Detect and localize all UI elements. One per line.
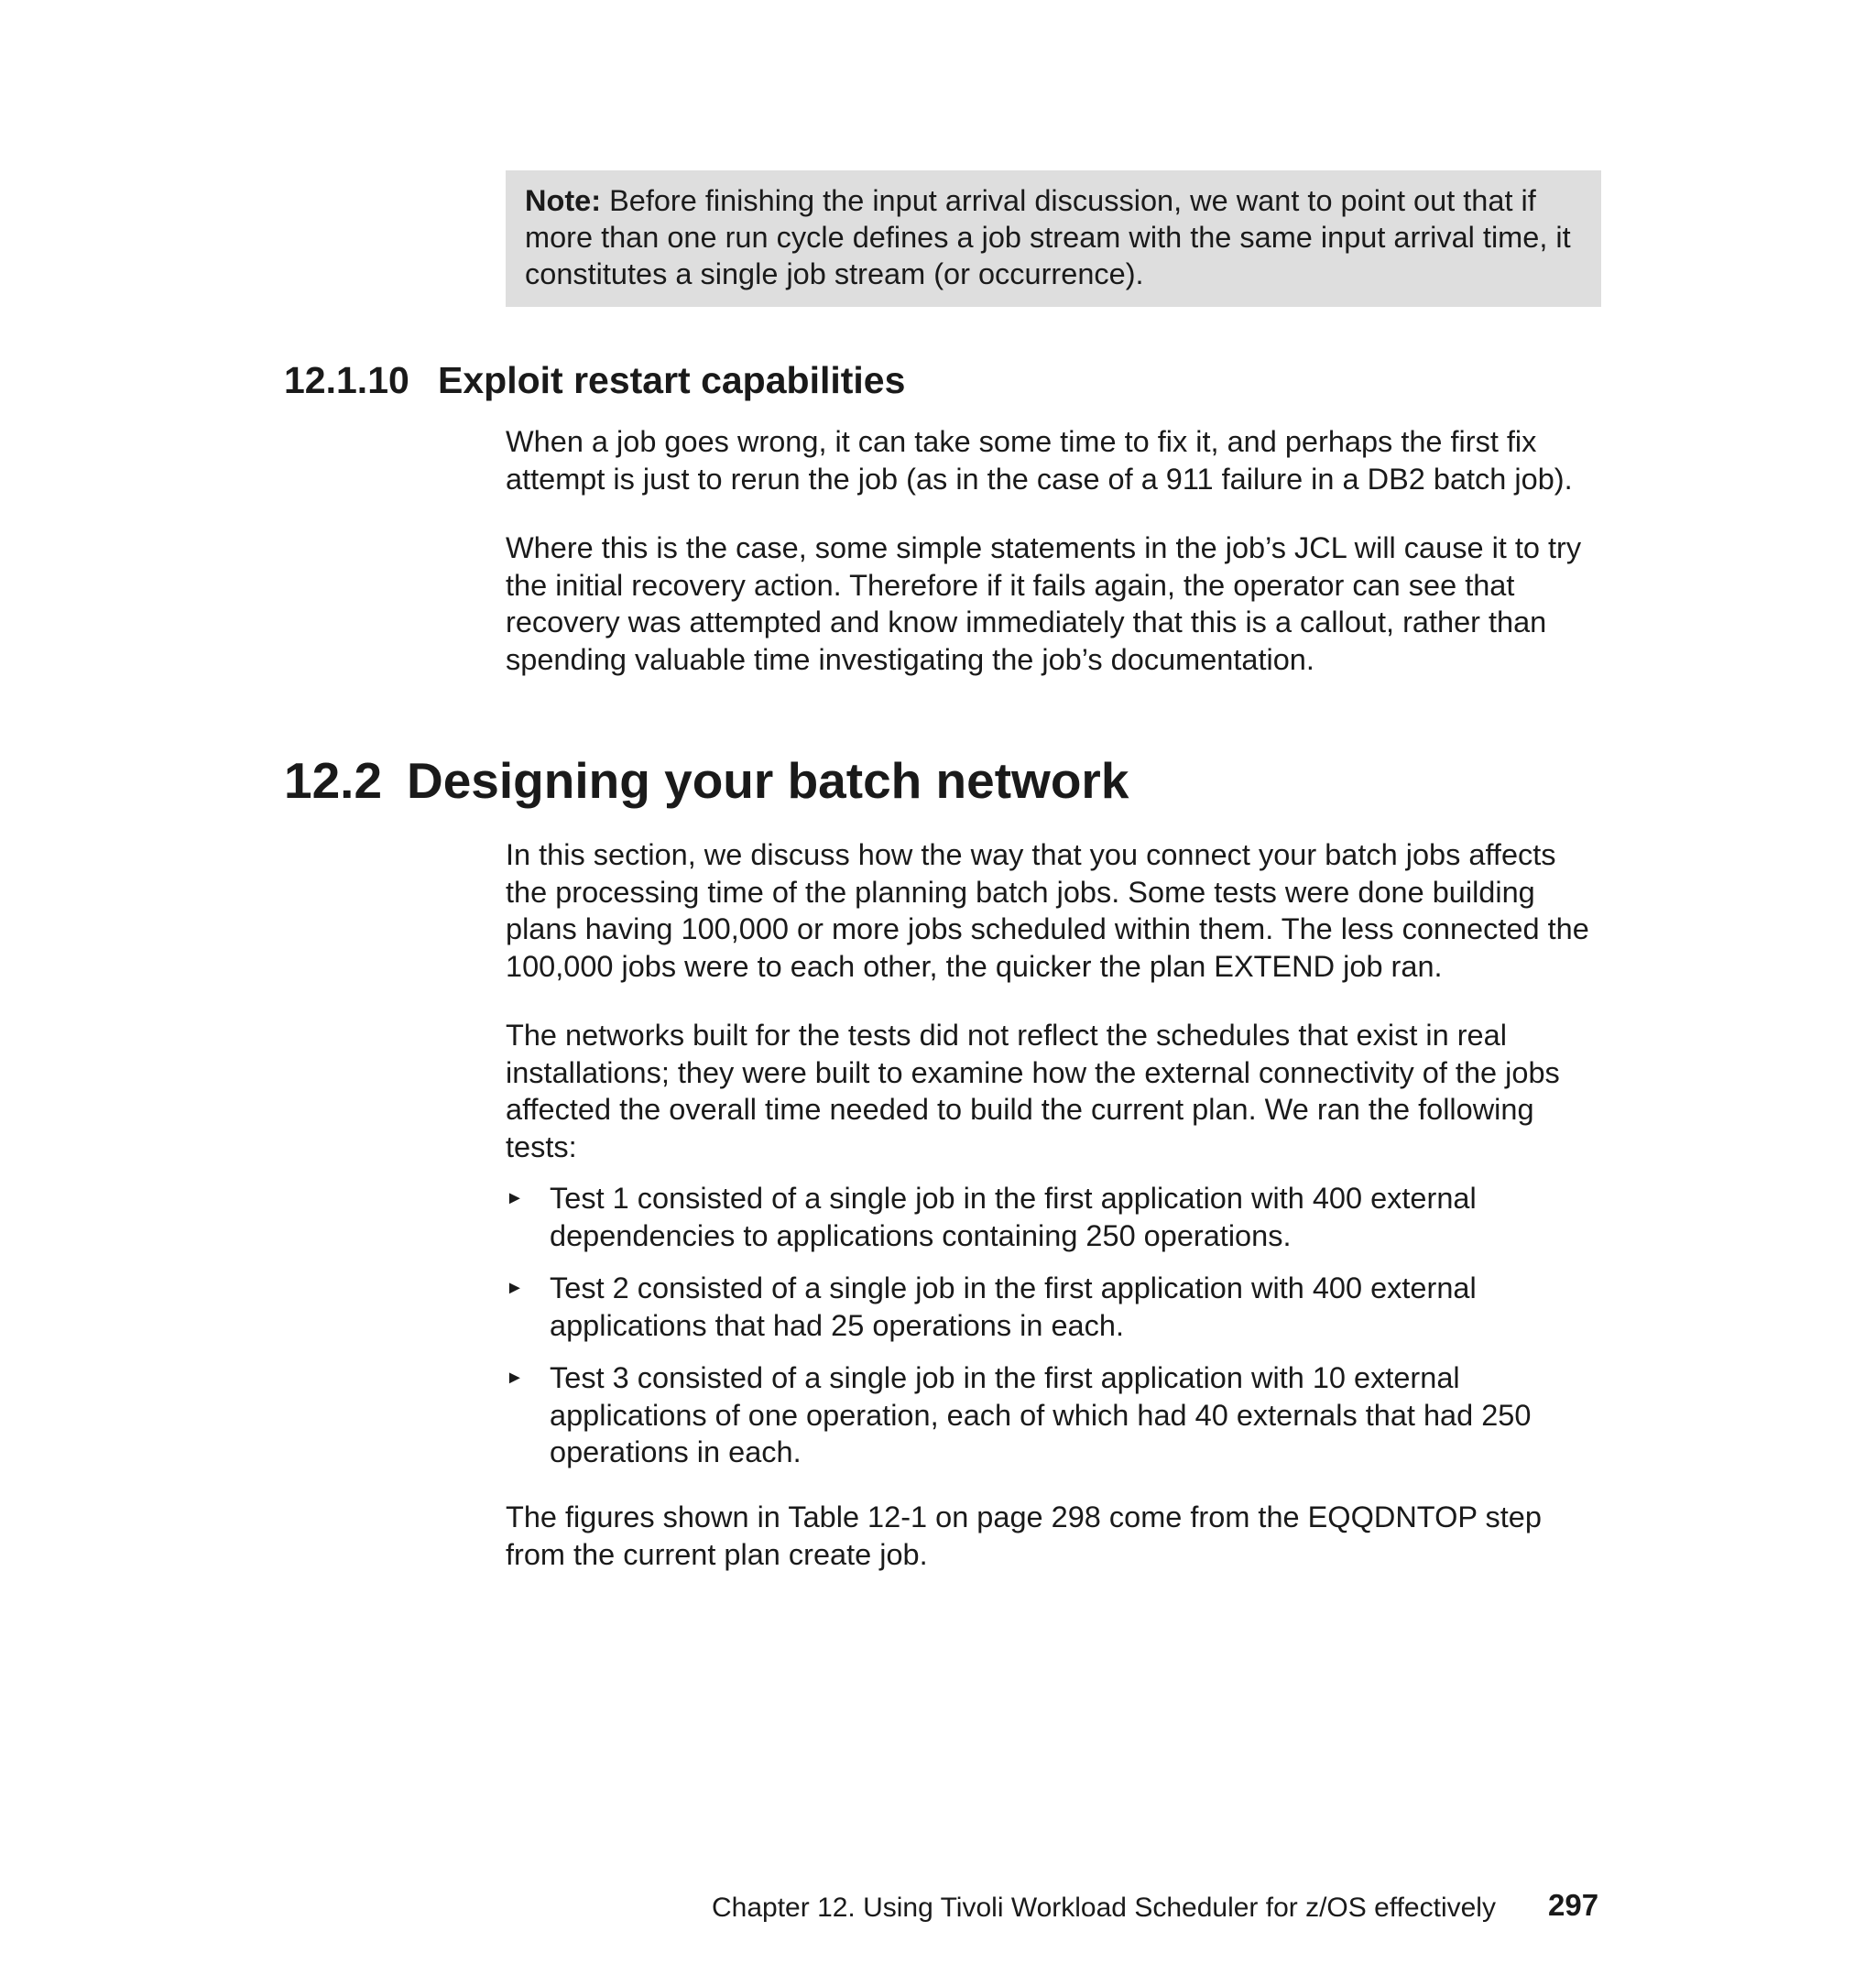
bullet-arrow-icon: ► — [506, 1188, 524, 1208]
subsection-number: 12.1.10 — [284, 359, 409, 401]
list-item-text: Test 3 consisted of a single job in the first application with 10 external applications of one operation, each of which had 40 externals that had 250 operations in each. — [550, 1361, 1532, 1468]
list-item — [506, 1270, 1605, 1344]
note-text: Before finishing the input arrival discussion, we want to point out that if more than one run cycle defines a job stream with the same input arrival time, it constitutes a single job stream (or occurrence). — [525, 184, 1571, 290]
section-number: 12.2 — [284, 752, 383, 809]
bullet-arrow-icon: ► — [506, 1278, 524, 1298]
subsection-title: Exploit restart capabilities — [438, 359, 906, 401]
section-title: Designing your batch network — [407, 752, 1129, 809]
footer-chapter-title: Chapter 12. Using Tivoli Workload Scheduler for z/OS effectively — [712, 1893, 1496, 1923]
section-heading — [284, 747, 1129, 813]
list-item — [506, 1359, 1605, 1471]
list-item — [506, 1180, 1605, 1254]
section-closing-paragraph: The figures shown in Table 12-1 on page 298 come from the EQQDNTOP step from the current plan create job. — [506, 1500, 1542, 1571]
list-item-text: Test 2 consisted of a single job in the first application with 400 external applications that had 25 operations in each. — [550, 1271, 1477, 1342]
test-list — [506, 1180, 1605, 1487]
subsection-paragraph-2: Where this is the case, some simple statements in the job’s JCL will cause it to try the initial recovery action. Therefore if it fails again, the operator can see that recovery was attempted and know immediately that this is a callout, rather than spending valuable time investigating the job’s documentation. — [506, 531, 1582, 676]
subsection-paragraph-1: When a job goes wrong, it can take some time to fix it, and perhaps the first fix attempt is just to rerun the job (as in the case of a 911 failure in a DB2 batch job). — [506, 425, 1573, 496]
note-box — [506, 170, 1601, 307]
footer-page-number: 297 — [1548, 1888, 1599, 1922]
subsection-heading — [284, 353, 905, 408]
section-paragraph-2: The networks built for the tests did not reflect the schedules that exist in real installations; they were built to examine how the external connectivity of the jobs affected the overall time needed to build the current plan. We ran the following tests: — [506, 1019, 1560, 1163]
section-paragraph-1: In this section, we discuss how the way that you connect your batch jobs affects the processing time of the planning batch jobs. Some tests were done building plans having 100,000 or more jobs scheduled within them. The less connected the 100,000 jobs were to each other, the quicker the plan EXTEND job ran. — [506, 838, 1589, 983]
list-item-text: Test 1 consisted of a single job in the first application with 400 external dependencies to applications containing 250 operations. — [550, 1182, 1477, 1252]
bullet-arrow-icon: ► — [506, 1368, 524, 1388]
note-label: Note: — [525, 184, 602, 217]
